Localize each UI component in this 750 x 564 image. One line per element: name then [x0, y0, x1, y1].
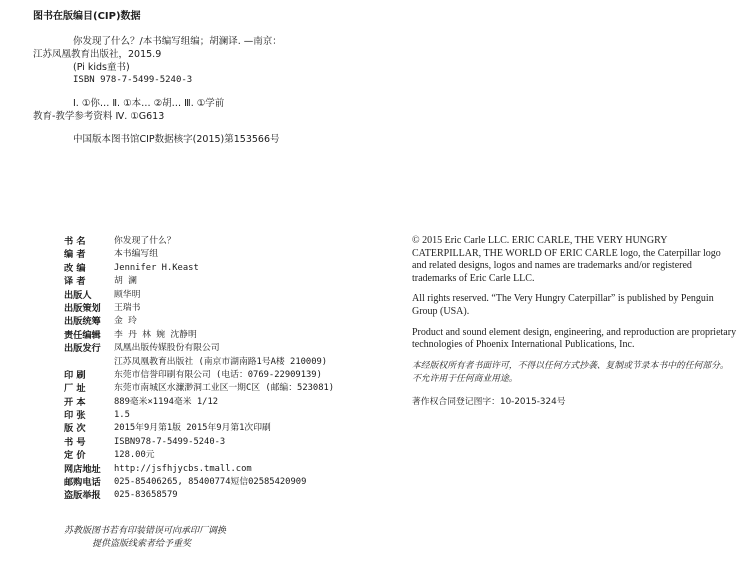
spec-row: [64, 275, 404, 288]
spec-value: 胡 澜: [114, 276, 137, 287]
spec-label: 责任编辑: [64, 329, 101, 341]
trademark-notice: © 2015 Eric Carle LLC. ERIC CARLE, THE VERY HUNGRY CATERPILLAR, THE WORLD OF ERIC CARLE logo, the Caterpillar logo and related designs, logos and names are trademarks and/or registered trademarks of Eric Carle LLC.: [412, 235, 721, 284]
spec-value: 李 丹 林 婉 沈静明: [114, 329, 197, 340]
spec-label: 印 张: [64, 410, 86, 422]
spec-label: 印 刷: [64, 369, 86, 381]
spec-value: 025-83658579: [114, 490, 178, 501]
cip-line-publisher: 江苏凤凰教育出版社，2015.9: [33, 49, 162, 60]
spec-label: 出版统筹: [64, 316, 101, 328]
cip-line-series: (Pi kids童书): [73, 62, 130, 73]
spec-row: [64, 302, 404, 315]
rights-block: [412, 235, 737, 416]
spec-label: 出版策划: [64, 302, 101, 314]
spec-value: 金 玲: [114, 316, 137, 327]
spec-label: 编 者: [64, 249, 86, 261]
spec-label: 开 本: [64, 396, 86, 408]
spec-row: [64, 489, 404, 502]
spec-row: [64, 476, 404, 489]
spec-row: [64, 382, 404, 395]
spec-row: [64, 396, 404, 409]
spec-value: 本书编写组: [114, 249, 158, 260]
cip-title: 图书在版编目(CIP)数据: [33, 11, 141, 22]
spec-row: [64, 315, 404, 328]
spec-row: [64, 436, 404, 449]
footnote-line-1: 苏教版图书若有印装错误可向承印厂调换: [64, 526, 227, 536]
spec-row: [64, 235, 404, 248]
spec-row: [64, 248, 404, 261]
spec-label: 邮购电话: [64, 477, 101, 489]
spec-label: 出版发行: [64, 343, 101, 355]
footnote-line-2: 提供盗版线索者给予重奖: [92, 539, 192, 549]
copying-prohibition-notice: 本经版权所有者书面许可，不得以任何方式抄袭、复制或节录本书中的任何部分。不允许用于任何商业用途。: [412, 360, 729, 384]
spec-value: 你发现了什么？: [114, 236, 176, 246]
spec-value: ISBN978-7-5499-5240-3: [114, 436, 226, 447]
spec-value: 889毫米×1194毫米 1/12: [114, 396, 219, 407]
spec-row: [64, 463, 404, 476]
spec-label: 书 号: [64, 436, 86, 448]
spec-value: http://jsfhjycbs.tmall.com: [114, 463, 252, 474]
spec-value: 025-85406265, 85400774短信02585420909: [114, 477, 307, 488]
spec-row: [64, 262, 404, 275]
spec-row: [64, 409, 404, 422]
spec-label: 版 次: [64, 423, 86, 435]
cip-block: [33, 10, 353, 146]
spec-value: 1.5: [114, 410, 130, 421]
copyright-registration: 著作权合同登记图字：10-2015-324号: [412, 396, 566, 407]
spec-row: [64, 329, 404, 342]
book-specs-table: [64, 235, 404, 503]
technology-notice: Product and sound element design, engineering, and reproduction are proprietary technologies of Phoenix International Publications, Inc.: [412, 326, 737, 351]
spec-row: [64, 369, 404, 382]
spec-value: 顾华明: [114, 289, 141, 300]
spec-value: 2015年9月第1版 2015年9月第1次印刷: [114, 423, 271, 434]
spec-label: 厂 址: [64, 383, 86, 395]
cip-line-classification: Ⅰ. ①你… Ⅱ. ①本… ②胡… Ⅲ. ①学前: [73, 98, 225, 109]
spec-value: Jennifer H.Keast: [114, 262, 199, 273]
spec-label: 译 者: [64, 276, 86, 288]
rights-reserved-notice: All rights reserved. “The Very Hungry Caterpillar” is published by Penguin Group (USA).: [412, 293, 714, 317]
spec-value: 江苏凤凰教育出版社 (南京市湖南路1号A楼 210009): [114, 356, 328, 367]
spec-value: 凤凰出版传媒股份有限公司: [114, 343, 220, 354]
spec-label: [64, 356, 114, 369]
cip-line-title: 你发现了什么？/本书编写组编；胡澜译. —南京：: [73, 36, 282, 47]
spec-label: 盗版举报: [64, 490, 101, 502]
spec-row: [64, 342, 404, 355]
spec-row: [64, 289, 404, 302]
spec-label: 出版人: [64, 289, 92, 301]
spec-value: 128.00元: [114, 450, 155, 461]
spec-value: 东莞市信誉印刷有限公司 (电话：0769-22909139): [114, 369, 322, 380]
print-error-notice: [64, 525, 226, 551]
spec-value: 东莞市南城区水濂渺洞工业区一期C区 (邮编：523081): [114, 383, 335, 394]
cip-line-subject: 教育-教学参考资料 Ⅳ. ①G613: [33, 111, 165, 122]
spec-label: 改 编: [64, 262, 86, 274]
spec-value: 王瑞书: [114, 302, 141, 313]
cip-line-isbn: ISBN 978-7-5499-5240-3: [73, 75, 193, 85]
spec-row: [64, 449, 404, 462]
spec-row: [64, 422, 404, 435]
spec-label: 书 名: [64, 236, 86, 247]
spec-label: 网店地址: [64, 463, 101, 475]
spec-row: [64, 356, 404, 369]
spec-label: 定 价: [64, 450, 86, 462]
cip-line-record-number: 中国版本图书馆CIP数据核字(2015)第153566号: [73, 134, 280, 145]
